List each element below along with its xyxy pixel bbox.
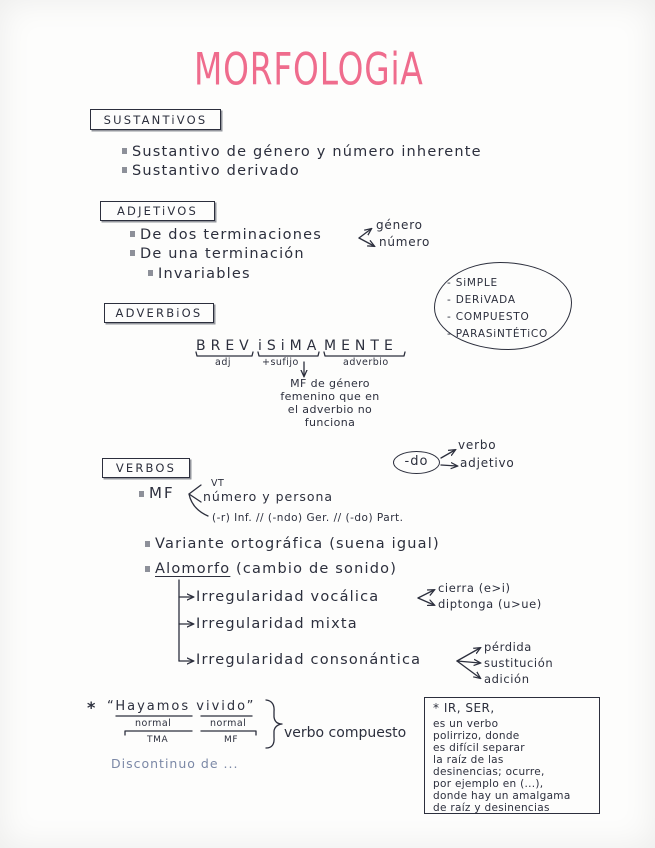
compuesto-result: verbo compuesto: [284, 725, 407, 741]
note-box-line: por ejemplo en (...),: [433, 778, 544, 790]
page-title: MORFOLOGiA: [194, 44, 424, 96]
adjetivos-item: Invariables: [158, 266, 251, 282]
verbos-heading-box: [102, 458, 190, 478]
mf-label: MF: [149, 484, 175, 502]
compuesto-example: “Hayamos vivido”: [107, 699, 256, 714]
bullet-icon: [122, 167, 127, 173]
vocalica-arrow-bottom: [418, 598, 434, 605]
adverb-note-line: femenino que en: [280, 390, 380, 403]
adverb-note-line: MF de género: [290, 377, 370, 390]
compuesto-word-label: normal: [135, 718, 172, 729]
mf-branch-numero-persona: número y persona: [203, 489, 334, 504]
adverb-part-label: adverbio: [343, 357, 389, 368]
mf-branch-endings: (-r) Inf. // (-ndo) Ger. // (-do) Part.: [212, 512, 404, 524]
do-marker-circle: [393, 451, 440, 474]
adjetivos-item: De una terminación: [140, 246, 305, 262]
adverb-word-part-root: BREV: [196, 338, 254, 354]
sustantivos-heading: SUSTANTiVOS: [103, 112, 208, 127]
formation-type: - SiMPLE: [447, 277, 498, 289]
adverbios-heading-box: [104, 303, 214, 323]
consonantica-arrow-bottom: [457, 661, 480, 678]
sustantivos-item: Sustantivo derivado: [132, 163, 300, 179]
consonantica-branch: pérdida: [484, 640, 532, 654]
adverb-word-part-suffix: iSiMA: [258, 338, 322, 354]
formation-type: - COMPUESTO: [447, 311, 530, 323]
alomorfo-detail: (cambio de sonido): [236, 561, 398, 577]
note-box-line: * IR, SER,: [433, 701, 495, 715]
adjetivos-branch-numero: número: [379, 235, 431, 249]
consonantica-arrow-top: [457, 648, 480, 661]
do-branch-adjetivo: adjetivo: [460, 456, 515, 470]
bullet-icon: [145, 541, 150, 547]
irregularidad-vocalica: Irregularidad vocálica: [196, 589, 380, 605]
note-box-line: de raíz y desinencias: [433, 802, 550, 814]
note-box-line: es un verbo: [433, 718, 499, 730]
alomorfo-label: Alomorfo: [155, 561, 231, 577]
do-arrow-adjetivo: [441, 465, 457, 466]
vocalica-branch: diptonga (u>ue): [438, 597, 542, 611]
adverb-word-part-mente: MENTE: [324, 338, 398, 354]
compuesto-brace: [266, 700, 282, 748]
adverb-part-label: adj: [215, 357, 231, 368]
mf-branch-vt: VT: [211, 478, 225, 489]
compuesto-word-label: normal: [210, 718, 247, 729]
sustantivos-heading-box: [90, 109, 221, 130]
adverbios-heading: ADVERBiOS: [115, 306, 203, 320]
adverb-note-line: funciona: [304, 416, 356, 429]
compuesto-morph-label: TMA: [147, 735, 169, 745]
bullet-icon: [122, 148, 127, 154]
compuesto-footnote: Discontinuo de ...: [111, 756, 239, 771]
note-box-line: la raíz de las: [433, 754, 504, 766]
adverb-note: [268, 377, 392, 429]
adjetivos-branch-genero: género: [376, 218, 423, 232]
verbos-heading: VERBOS: [115, 461, 177, 475]
note-box-line: desinencias; ocurre,: [433, 766, 545, 778]
compuesto-star: *: [87, 698, 96, 717]
note-box-line: polirrizo, donde: [433, 730, 520, 742]
do-arrow-verbo: [441, 450, 455, 458]
adjetivos-item: De dos terminaciones: [140, 227, 323, 243]
formation-type: - PARASiNTÉTiCO: [447, 328, 549, 340]
bullet-icon: [148, 270, 153, 276]
consonantica-branch: adición: [484, 672, 530, 686]
compuesto-morph-label: MF: [224, 735, 239, 745]
note-box-line: es difícil separar: [433, 742, 525, 754]
bullet-icon: [130, 250, 135, 256]
irregularidad-consonantica: Irregularidad consonántica: [196, 652, 422, 668]
adverb-note-line: el adverbio no: [287, 403, 373, 416]
note-box-line: donde hay un amalgama: [433, 790, 571, 802]
vocalica-arrow-top: [418, 590, 434, 598]
vocalica-branch: cierra (e>i): [438, 581, 511, 595]
formation-type: - DERiVADA: [447, 294, 516, 306]
adjetivos-heading-box: [100, 201, 215, 221]
bullet-icon: [139, 491, 144, 497]
sustantivos-item: Sustantivo de género y número inherente: [132, 144, 482, 160]
adverb-part-label: +sufijo: [262, 357, 299, 368]
do-marker: -do: [404, 454, 429, 470]
adjetivos-branch-arrow-bottom: [359, 238, 374, 246]
bullet-icon: [145, 566, 150, 572]
do-branch-verbo: verbo: [458, 438, 497, 452]
bullet-icon: [130, 231, 135, 237]
adjetivos-heading: ADJETiVOS: [116, 204, 199, 218]
consonantica-branch: sustitución: [484, 656, 554, 670]
adjetivos-branch-arrow-top: [359, 229, 371, 238]
variante-item: Variante ortográfica (suena igual): [155, 536, 440, 552]
consonantica-arrow-middle: [457, 661, 480, 663]
irregularidad-mixta: Irregularidad mixta: [196, 616, 358, 632]
